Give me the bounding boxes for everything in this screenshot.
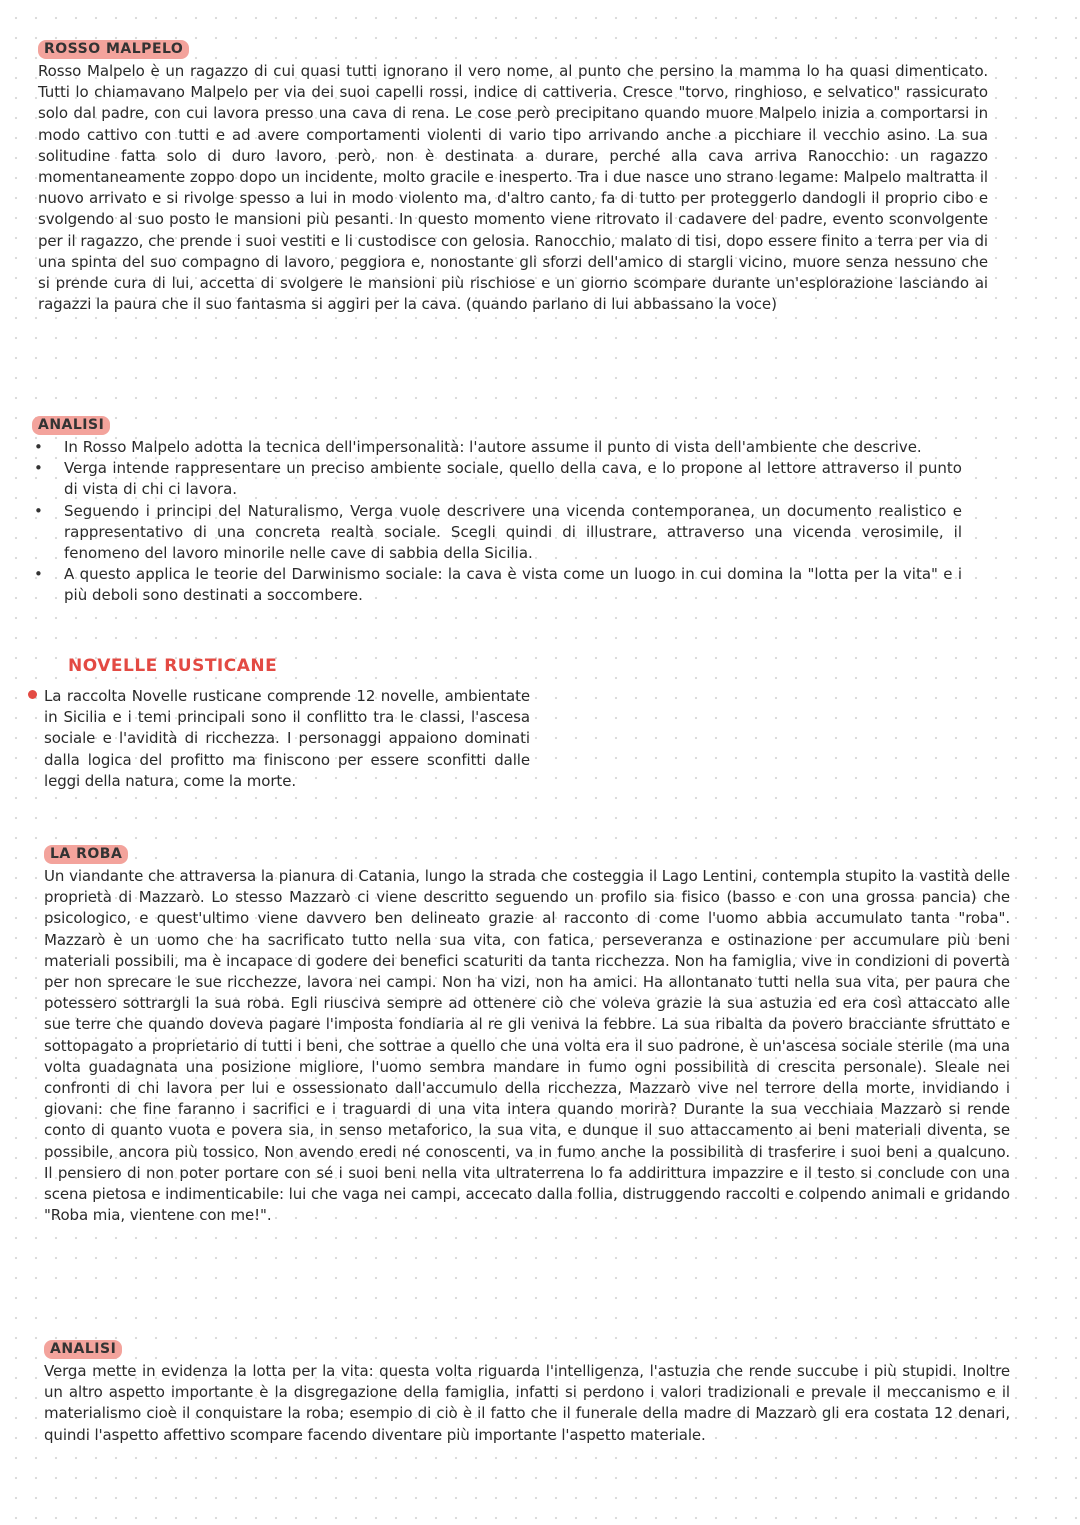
- analisi-roba-text: Verga mette in evidenza la lotta per la vita: questa volta riguarda l'intelligenza, l'astuzia che rende succube i più stupidi. Inoltre un altro aspetto importante è la disgregazione della famiglia, infatti si perdono i valori tradizionali e prevale il meccanismo e il materialismo cioè il conquistare la roba; esempio di ciò è il fatto che il funerale della madre di Mazzarò gli era costata 12 denari, quindi l'aspetto affettivo scompare facendo diventare più importante l'aspetto materiale.: [44, 1362, 1010, 1444]
- la-roba-text: Un viandante che attraversa la pianura di Catania, lungo la strada che costeggia il Lago Lentini, contempla stupito la vastità delle proprietà di Mazzarò. Lo stesso Mazzarò ci viene descritto seguendo un profilo sia fisico (basso e con una grossa pancia) che psicologico, e quest'ultimo viene davvero ben delineato grazie al racconto di come l'uomo abbia accumulato tanta "roba". Mazzarò è un uomo che ha sacrificato tutto nella sua vita, con fatica, perseveranza e ostinazione per accumulare più beni materiali possibili, ma è incapace di godere dei benefici scaturiti da tanta ricchezza. Non ha famiglia, vive in condizioni di povertà per non sprecare le sue ricchezze, lavora nei campi. Non ha vizi, non ha amici. Ha allontanato tutti nella sua vita, per paura che potessero sottrargli la sua roba. Egli riusciva sempre ad ottenere ciò che voleva grazie la sua astuzia ed era così attaccato alle sue terre che quando doveva pagare l'imposta fondiaria al re gli veniva la febbre. La sua ribalta da povero bracciante sfruttato e sottopagato a proprietario di tutti i beni, che sottrae a quello che una volta era il suo padrone, è un'ascesa sociale sterile (ma una volta guadagnata una posizione migliore, l'uomo sembra mandare in fumo ogni possibilità di crescita personale). Sleale nei confronti di chi lavora per lui e ossessionato dall'accumulo della ricchezza, Mazzarò vive nel terrore della morte, invidiando i giovani: che fine faranno i sacrifici e i traguardi di una vita intera quando morirà? Durante la sua vecchiaia Mazzarò si rende conto di quanto vuota e povera sia, in senso metaforico, la sua vita, e dunque il suo attaccamento ai beni materiali diventa, se possibile, ancora più tossico. Non avendo eredi né conoscenti, va in fumo anche la possibilità di trasferire i suoi beni a qualcuno. Il pensiero di non poter portare con sé i suoi beni nella vita ultraterrena lo fa addirittura impazzire e il testo si conclude con una scena pietosa e indimenticabile: lui che vaga nei campi, accecato dalla follia, distruggendo raccolti e colpendo animali e gridando "Roba mia, vientene con me!".: [44, 867, 1010, 1225]
- analisi-item: • Seguendo i principi del Naturalismo, Verga vuole descrivere una vicenda contemporanea, un documento realistico e rappresentativo di una concreta realtà sociale. Scegli quindi di illustrare, attraverso una vicenda verosimile, il fenomeno del lavoro minorile nelle cave di sabbia della Sicilia.: [54, 501, 962, 565]
- section-analisi-roba: [44, 1338, 1010, 1446]
- analisi-item: • In Rosso Malpelo adotta la tecnica dell'impersonalità: l'autore assume il punto di vista dell'ambiente che descrive.: [54, 437, 962, 458]
- rosso-malpelo-text: Rosso Malpelo è un ragazzo di cui quasi tutti ignorano il vero nome, al punto che persino la mamma lo ha quasi dimenticato. Tutti lo chiamavano Malpelo per via dei suoi capelli rossi, indice di cattiveria. Cresce "torvo, ringhioso, e selvatico" rassicurato solo dal padre, con cui lavora presso una cava di rena. Le cose però precipitano quando muore Malpelo inizia a comportarsi in modo cattivo con tutti e ad avere comportamenti violenti di vario tipo arrivando anche a picchiare il vecchio asino. La sua solitudine fatta solo di duro lavoro, però, non è destinata a durare, perché alla cava arriva Ranocchio: un ragazzo momentaneamente zoppo dopo un incidente, molto gracile e inesperto. Tra i due nasce uno strano legame: Malpelo maltratta il nuovo arrivato e si rivolge spesso a lui in modo violento ma, d'altro canto, fa di tutto per proteggerlo dandogli il proprio cibo e svolgendo al suo posto le mansioni più pesanti. In questo momento viene ritrovato il cadavere del padre, evento sconvolgente per il ragazzo, che prende i suoi vestiti e li custodisce con gelosia. Ranocchio, malato di tisi, dopo essere finito a terra per via di una spinta del suo compagno di lavoro, peggiora e, nonostante gli sforzi dell'amico di stargli vicino, muore senza nessuno che si prende cura di lui, accetta di svolgere le mansioni più rischiose e un giorno scompare durante un'esplorazione lasciando ai ragazzi la paura che il suo fantasma si aggiri per la cava. (quando parlano di lui abbassano la voce): [38, 62, 988, 314]
- section-title-novelle-rusticane: NOVELLE RUSTICANE: [68, 656, 278, 676]
- novelle-rusticane-text: La raccolta Novelle rusticane comprende 12 novelle, ambientate in Sicilia e i temi principali sono il conflitto tra le classi, l'ascesa sociale e l'avidità di ricchezza. I personaggi appaiono dominati dalla logica del profitto ma finiscono per essere sconfitti dalle leggi della natura, come la morte.: [44, 687, 530, 790]
- section-tag-analisi: ANALISI: [32, 416, 110, 435]
- section-la-roba: [44, 843, 1010, 1226]
- section-tag-analisi: ANALISI: [44, 1340, 122, 1359]
- section-novelle-rusticane: [44, 686, 530, 792]
- analisi-item: • Verga intende rappresentare un preciso ambiente sociale, quello della cava, e lo propone al lettore attraverso il punto di vista di chi ci lavora.: [54, 458, 962, 500]
- section-tag-rosso-malpelo: ROSSO MALPELO: [38, 40, 189, 59]
- section-rosso-malpelo: [38, 38, 988, 315]
- bullet-dot: [28, 690, 37, 699]
- section-tag-la-roba: LA ROBA: [44, 845, 128, 864]
- analisi-list: [32, 437, 962, 607]
- section-analisi-rosso: [32, 414, 962, 607]
- section-novelle-title: [68, 656, 468, 676]
- analisi-item: • A questo applica le teorie del Darwinismo sociale: la cava è vista come un luogo in cui domina la "lotta per la vita" e i più deboli sono destinati a soccombere.: [54, 564, 962, 606]
